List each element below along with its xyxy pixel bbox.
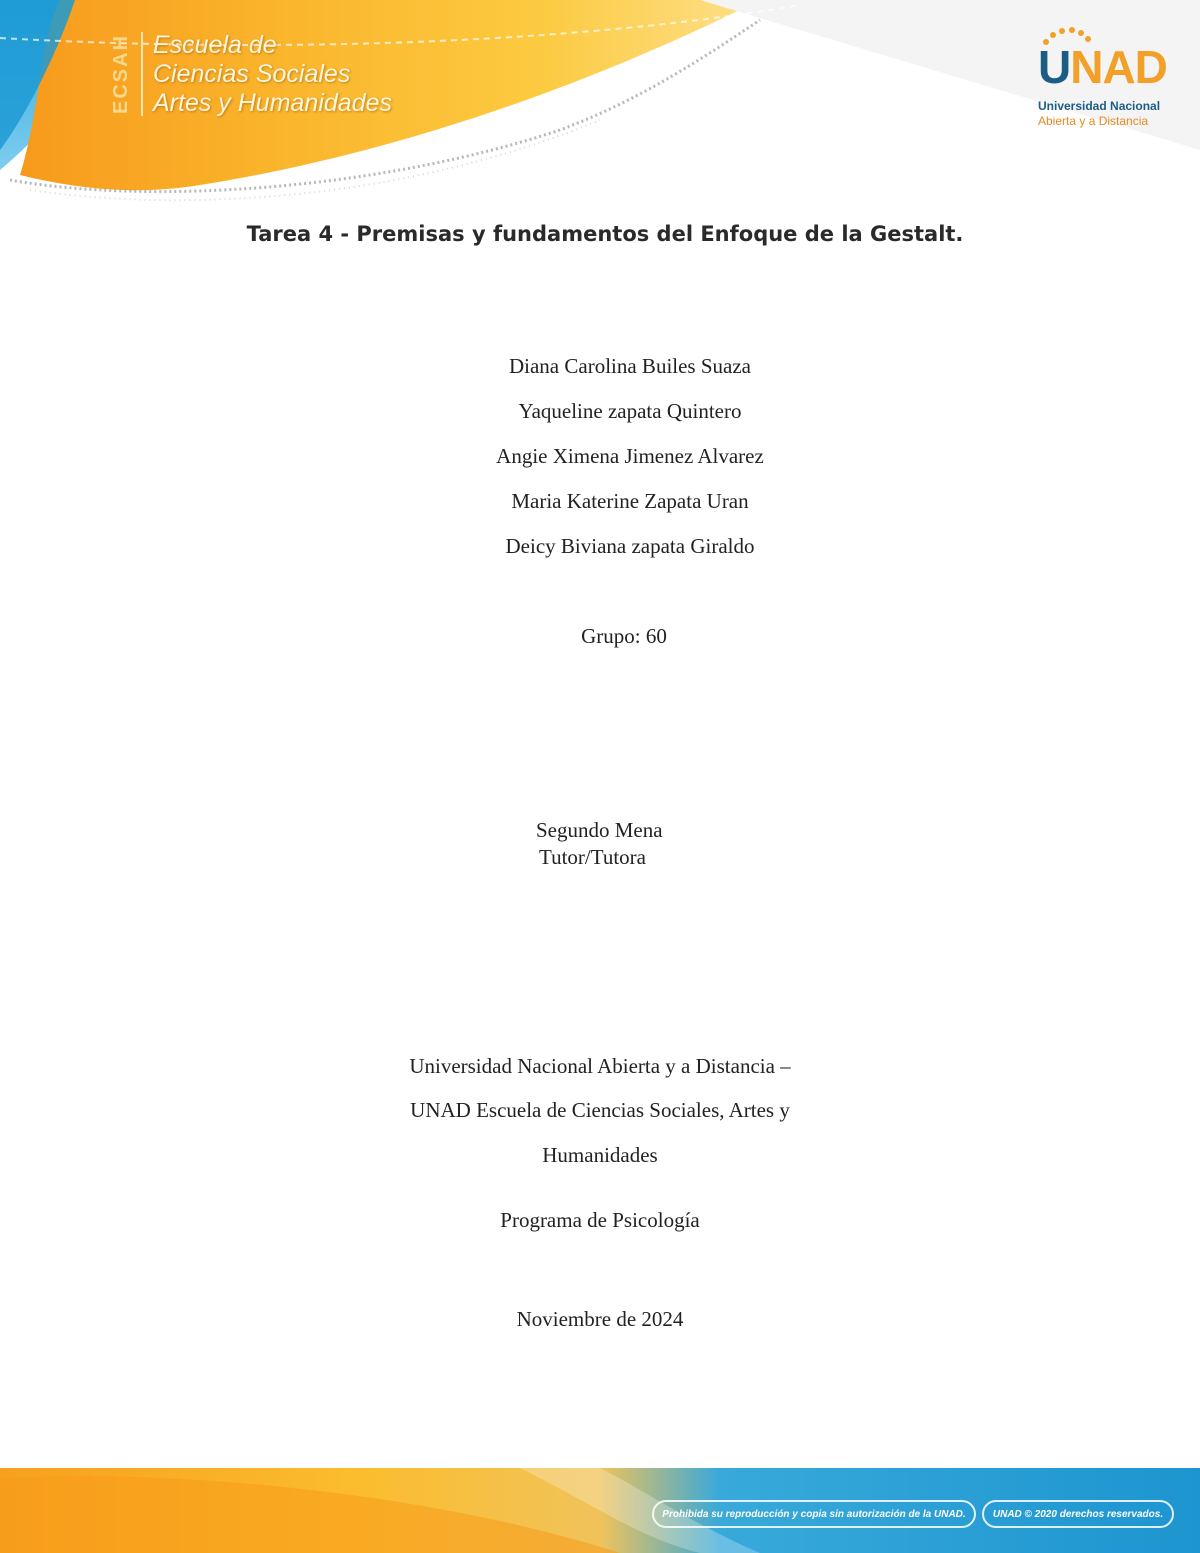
author-name: Diana Carolina Builes Suaza <box>508 354 751 378</box>
school-acronym: ECSAH <box>110 33 132 114</box>
logo-wordmark <box>1038 42 1167 92</box>
tutor-name: Segundo Mena <box>536 818 663 842</box>
school-logo-block <box>110 28 392 120</box>
group-number: Grupo: 60 <box>581 624 667 648</box>
author-name: Yaqueline zapata Quintero <box>518 399 742 423</box>
tutor-role: Tutor/Tutora <box>539 845 646 869</box>
school-divider <box>141 32 143 116</box>
logo-subtitle-2: Abierta y a Distancia <box>1038 114 1149 128</box>
school-name-line: Artes y Humanidades <box>153 88 393 117</box>
logo-subtitle-1: Universidad Nacional <box>1038 99 1161 113</box>
footer-notice-left: Prohibida su reproducción y copia sin autorización de la UNAD. <box>652 1500 976 1528</box>
institution-line: Universidad Nacional Abierta y a Distancia – <box>409 1054 791 1078</box>
institution-line: UNAD Escuela de Ciencias Sociales, Artes y <box>410 1098 790 1122</box>
school-name <box>153 31 392 118</box>
author-name: Maria Katerine Zapata Uran <box>511 489 749 513</box>
school-name-line: Escuela de <box>153 30 277 59</box>
document-title: Tarea 4 - Premisas y fundamentos del Enfoque de la Gestalt. <box>246 222 964 246</box>
program-name: Programa de Psicología <box>500 1208 700 1232</box>
footer-notice-right: UNAD © 2020 derechos reservados. <box>982 1500 1174 1528</box>
author-name: Deicy Biviana zapata Giraldo <box>505 534 755 558</box>
document-date: Noviembre de 2024 <box>516 1307 684 1331</box>
unad-logo <box>1034 26 1167 130</box>
logo-letters-nad: NAD <box>1070 41 1167 93</box>
logo-letter-u: U <box>1038 41 1071 93</box>
author-name: Angie Ximena Jimenez Alvarez <box>496 444 764 468</box>
institution-line: Humanidades <box>542 1143 658 1167</box>
school-name-line: Ciencias Sociales <box>153 59 351 88</box>
